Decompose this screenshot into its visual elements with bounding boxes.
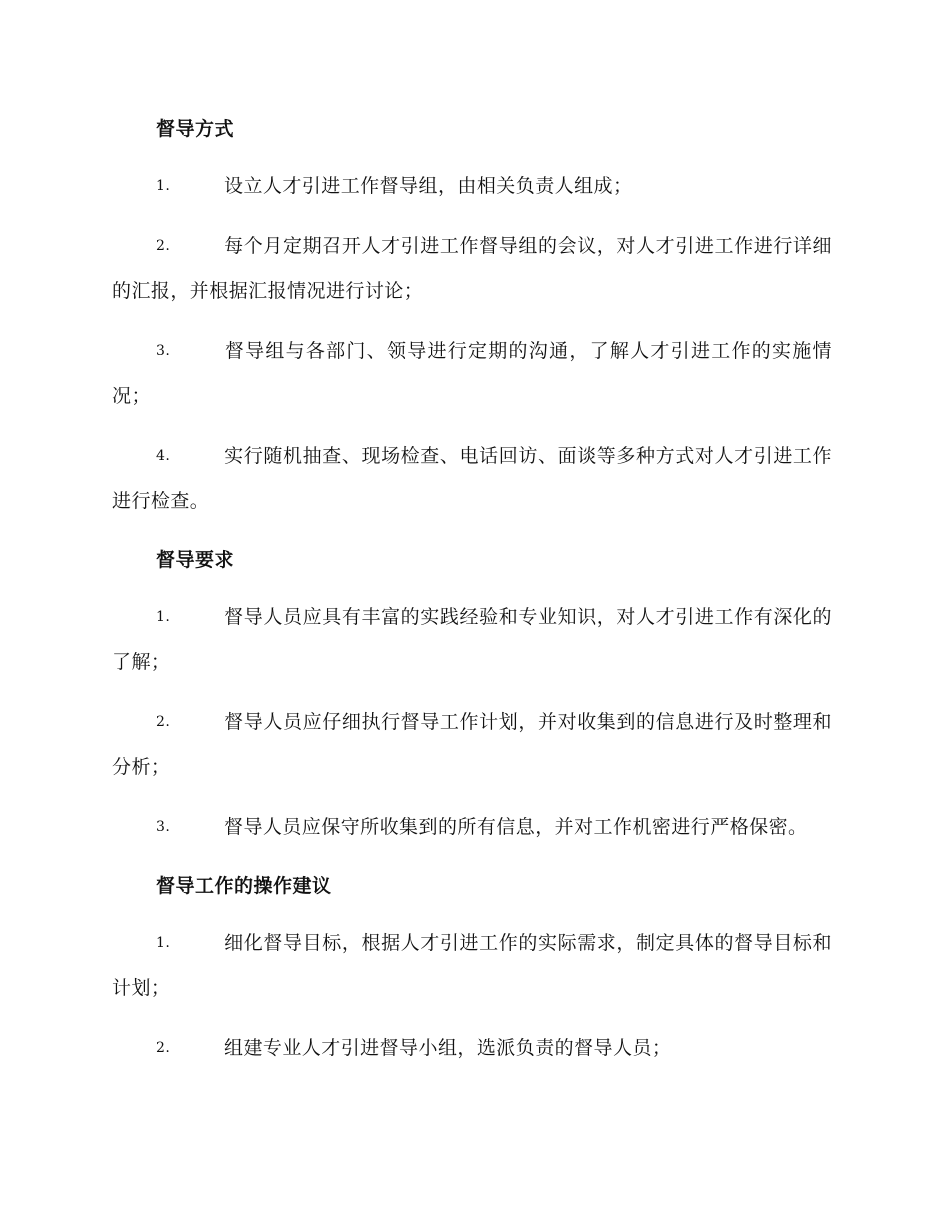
item-number: 1. — [156, 609, 171, 625]
item-number: 1. — [156, 935, 171, 951]
list-item — [112, 434, 832, 524]
item-number: 1. — [156, 178, 171, 194]
item-text: 督导人员应保守所收集到的所有信息，并对工作机密进行严格保密。 — [224, 816, 808, 838]
item-text: 督导组与各部门、领导进行定期的沟通，了解人才引进工作的实施情况； — [112, 340, 832, 407]
section-heading: 督导要求 — [156, 549, 235, 571]
item-number: 4. — [156, 448, 171, 464]
item-text: 每个月定期召开人才引进工作督导组的会议，对人才引进工作进行详细的汇报，并根据汇报情况进行讨论； — [112, 235, 832, 302]
item-number: 3. — [156, 343, 171, 359]
list-item — [112, 921, 832, 1011]
item-number: 3. — [156, 819, 171, 835]
item-text: 细化督导目标，根据人才引进工作的实际需求，制定具体的督导目标和计划； — [112, 932, 832, 999]
item-text: 组建专业人才引进督导小组，选派负责的督导人员； — [224, 1037, 672, 1059]
list-item — [112, 224, 832, 314]
section-supervision-method — [112, 108, 832, 524]
list-item — [112, 1026, 832, 1071]
item-text: 设立人才引进工作督导组，由相关负责人组成； — [224, 175, 633, 197]
list-item — [112, 700, 832, 790]
document-body — [112, 108, 832, 1086]
item-number: 2. — [156, 238, 171, 254]
section-operation-suggestions — [112, 865, 832, 1071]
item-text: 督导人员应仔细执行督导工作计划，并对收集到的信息进行及时整理和分析； — [112, 711, 832, 778]
list-item — [112, 164, 832, 209]
item-number: 2. — [156, 1040, 171, 1056]
section-heading: 督导工作的操作建议 — [156, 875, 332, 897]
item-number: 2. — [156, 714, 171, 730]
section-supervision-requirements — [112, 539, 832, 850]
list-item — [112, 329, 832, 419]
list-item — [112, 595, 832, 685]
section-heading: 督导方式 — [156, 118, 235, 140]
item-text: 督导人员应具有丰富的实践经验和专业知识，对人才引进工作有深化的了解； — [112, 606, 832, 673]
item-text: 实行随机抽查、现场检查、电话回访、面谈等多种方式对人才引进工作进行检查。 — [112, 445, 832, 512]
list-item — [112, 805, 832, 850]
